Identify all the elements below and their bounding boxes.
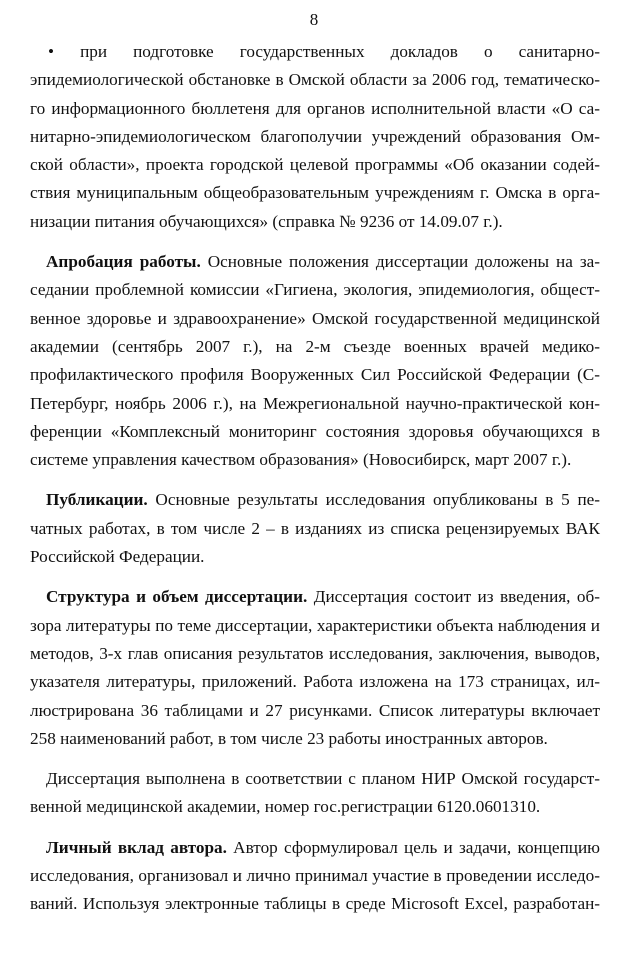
approbation-heading: Апробация работы. (46, 252, 201, 272)
bullet-word: санитарно- (518, 42, 600, 61)
contribution-paragraph (30, 834, 600, 919)
structure-paragraph (30, 583, 600, 753)
page-number: 8 (309, 10, 319, 29)
text-line: методов, 3-х глав описания результатов исследования, заключения, выводов, (30, 643, 600, 663)
paragraph-first-line (30, 583, 600, 611)
text-line: нитарно-эпидемиологическом благополучии учреждений образования Ом- (30, 126, 600, 146)
text-line: ствия муниципальным общеобразовательным учреждениям г. Омска в орга- (30, 183, 600, 203)
document-body (30, 38, 600, 919)
text-line: Российской Федерации. (30, 547, 205, 567)
text-line: го информационного бюллетеня для органов исполнительной власти «О са- (30, 98, 600, 118)
text-line: профилактического профиля Вооруженных Сил Российской Федерации (С- (30, 365, 600, 385)
text-line: эпидемиологической обстановке в Омской области за 2006 год, тематическо- (30, 70, 600, 90)
paragraph-first-line (30, 248, 600, 276)
text-line: исследования, организовал и лично принимал участие в проведении исследо- (30, 866, 600, 886)
text-line: люстрирована 36 таблицами и 27 рисунками. Список литературы включает (30, 700, 600, 720)
bullet-paragraph (30, 38, 600, 236)
bullet-word: подготовке (133, 42, 214, 61)
text-line: указателя литературы, приложений. Работа изложена на 173 страницах, ил- (30, 672, 600, 692)
structure-heading: Структура и объем диссертации. (46, 587, 308, 607)
bullet-word: при (80, 42, 108, 61)
text-line: ской области», проекта городской целевой программы «Об оказании содей- (30, 155, 600, 175)
text-line: ваний. Используя электронные таблицы в среде Microsoft Excel, разработан- (30, 894, 600, 914)
publications-heading: Публикации. (46, 490, 148, 510)
publications-paragraph (30, 486, 600, 571)
text-line: академии (сентябрь 2007 г.), на 2-м съезде военных врачей медико- (30, 336, 600, 356)
text-line: системе управления качеством образования» (Новосибирск, март 2007 г.). (30, 450, 572, 470)
text-line: Петербург, ноябрь 2006 г.), на Межрегиональной научно-практической кон- (30, 393, 600, 413)
text-run: Основные положения диссертации доложены на за- (200, 252, 600, 272)
approbation-paragraph (30, 248, 600, 474)
bullet-word: о (483, 42, 493, 61)
text-line: низации питания обучающихся» (справка № 9236 от 14.09.07 г.). (30, 211, 503, 231)
bullet-first-line (30, 38, 600, 66)
text-run: Автор сформулировал цель и задачи, концепцию (226, 837, 600, 857)
paragraph-first-line (30, 834, 600, 862)
paragraph-first-line: Диссертация выполнена в соответствии с планом НИР Омской государст- (46, 769, 600, 789)
paragraph-first-line (30, 486, 600, 514)
text-line: венное здоровье и здравоохранение» Омской государственной медицинской (30, 308, 600, 328)
text-run: Диссертация состоит из введения, об- (307, 587, 600, 607)
text-line: ференции «Комплексный мониторинг состояния здоровья обучающихся в (30, 421, 600, 441)
text-line: 258 наименований работ, в том числе 23 работы иностранных авторов. (30, 728, 548, 748)
text-line: венной медицинской академии, номер гос.регистрации 6120.0601310. (30, 797, 541, 817)
text-line: зора литературы по теме диссертации, характеристики объекта наблюдения и (30, 615, 600, 635)
text-line: чатных работах, в том числе 2 – в изданиях из списка рецензируемых ВАК (30, 518, 600, 538)
bullet-marker: • (48, 42, 55, 61)
bullet-word: докладов (390, 42, 458, 61)
contribution-heading: Личный вклад автора. (46, 837, 227, 857)
text-line: седании проблемной комиссии «Гигиена, экология, эпидемиология, общест- (30, 280, 600, 300)
text-run: Основные результаты исследования опубликованы в 5 пе- (147, 490, 600, 510)
plan-paragraph (30, 765, 600, 822)
bullet-word: государственных (239, 42, 365, 61)
